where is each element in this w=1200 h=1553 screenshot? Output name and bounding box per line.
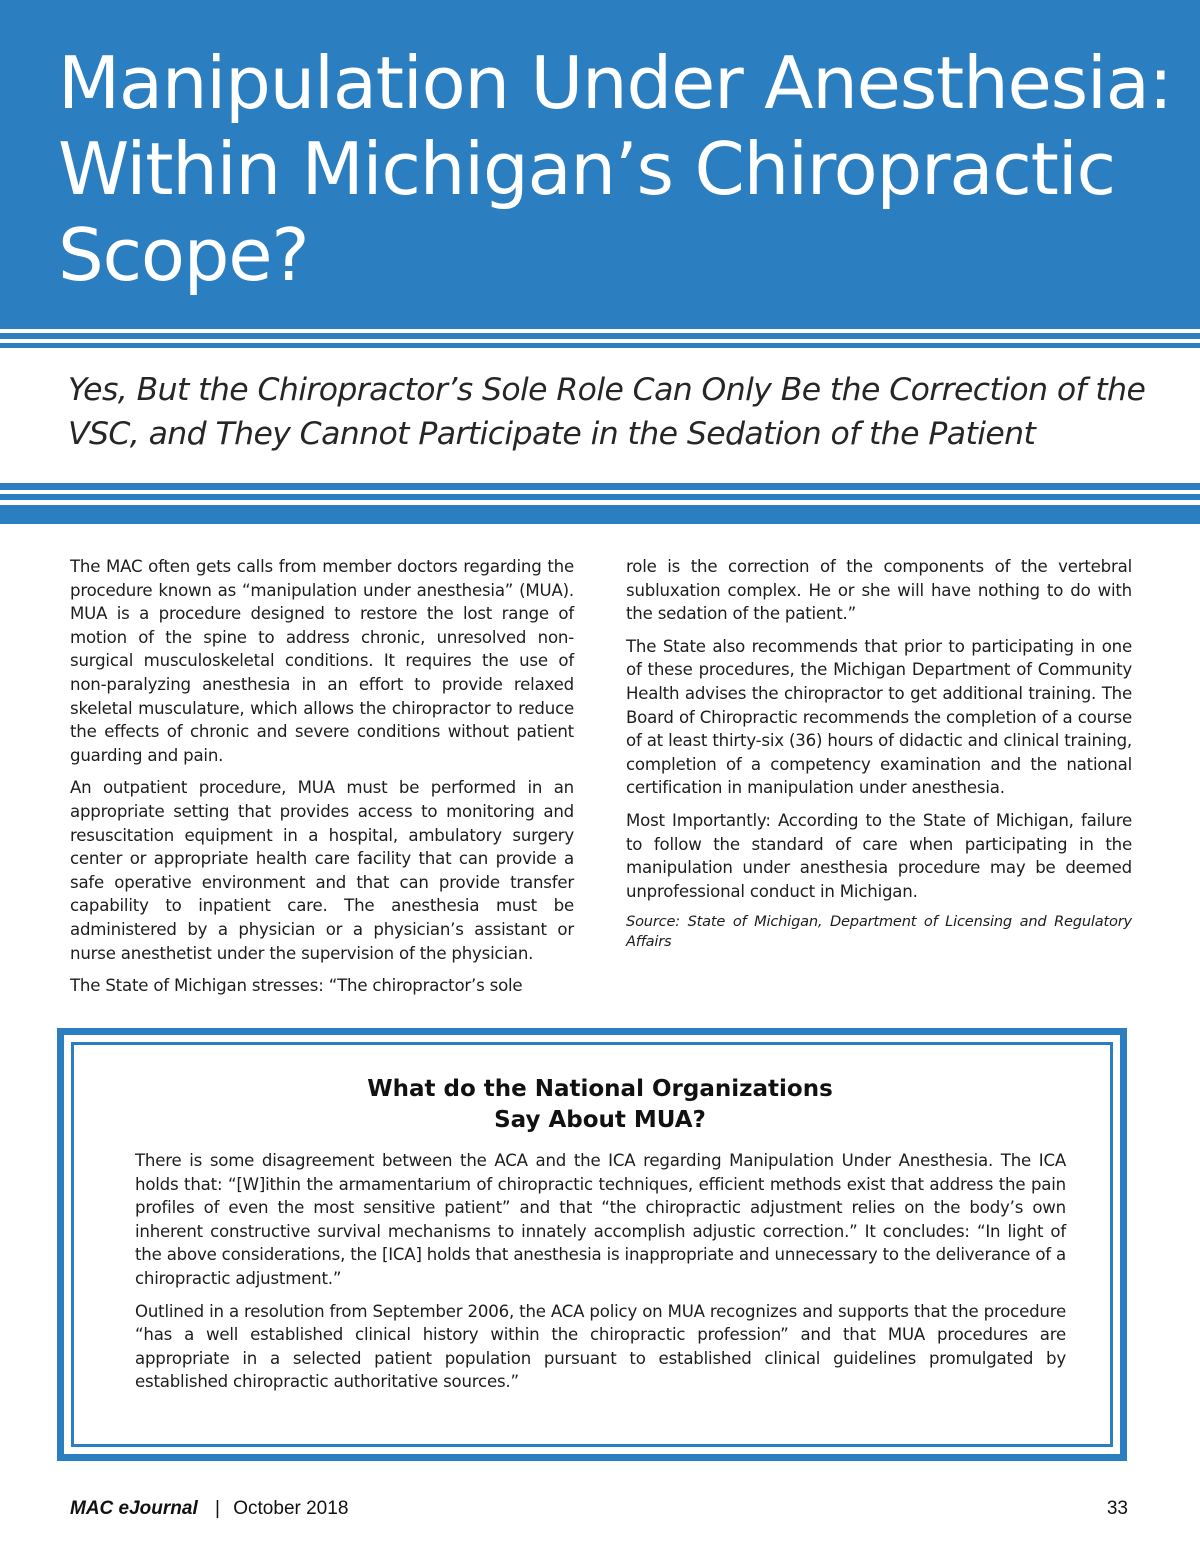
article-subtitle: Yes, But the Chiropractor’s Sole Role Can Only Be the Correction of the VSC, and They Cannot Participate in the Sedation of the Patient	[68, 372, 1146, 452]
paragraph: Most Importantly: According to the State of Michigan, failure to follow the standard of care when participating in the manipulation under anesthesia procedure may be deemed unprofessional conduct in Michigan.	[626, 810, 1132, 901]
publication-name: MAC eJournal	[70, 1498, 198, 1519]
article-title: Manipulation Under Anesthesia: Within Michigan’s Chiropractic Scope?	[58, 41, 1172, 297]
source-citation: Source: State of Michigan, Department of Licensing and Regulatory Affairs	[626, 913, 1132, 951]
paragraph: The State of Michigan stresses: “The chiropractor’s sole	[70, 976, 523, 996]
page-footer	[70, 1496, 1130, 1522]
paragraph: There is some disagreement between the ACA and the ICA regarding Manipulation Under Anesthesia. The ICA holds that: “[W]ithin the armamentarium of chiropractic techniques, efficient methods exist that address the pain profiles of even the most sensitive patient” and that “the chiropractic adjustment relies on the body’s own inherent constructive survival mechanisms to innately accomplish adjustic correction.” It concludes: “In light of the above considerations, the [ICA] holds that anesthesia is inappropriate and unnecessary to the deliverance of a chiropractic adjustment.”	[135, 1151, 1066, 1288]
page-number: 33	[1106, 1498, 1128, 1519]
paragraph: The State also recommends that prior to participating in one of these procedures, the Michigan Department of Community Health advises the chiropractor to get additional training. The Board of Chiropractic recommends the completion of a course of at least thirty-six (36) hours of didactic and clinical training, completion of a competency examination and the national certification in manipulation under anesthesia.	[626, 636, 1132, 798]
sidebar-box-heading	[160, 1074, 1040, 1136]
issue-date: October 2018	[233, 1498, 349, 1519]
bottom-rule-2	[0, 494, 1200, 500]
paragraph: role is the correction of the components of the vertebral subluxation complex. He or she will have nothing to do with the sedation of the patient.”	[626, 557, 1132, 624]
paragraph: The MAC often gets calls from member doctors regarding the procedure known as “manipulation under anesthesia” (MUA). MUA is a procedure designed to restore the lost range of motion of the spine to address chronic, unresolved non-surgical musculoskeletal conditions. It requires the use of non-paralyzing anesthesia in an effort to provide relaxed skeletal musculature, which allows the chiropractor to reduce the effects of chronic and severe conditions without patient guarding and pain.	[70, 557, 574, 765]
article-column-left	[70, 555, 574, 1007]
sidebar-box-body	[135, 1149, 1066, 1403]
paragraph: An outpatient procedure, MUA must be performed in an appropriate setting that provides access to monitoring and resuscitation equipment in a hospital, ambulatory surgery center or appropriate health care facility that can provide a safe operative environment and that can provide transfer capability to inpatient care. The anesthesia must be administered by a physician or a physician’s assistant or nurse anesthetist under the supervision of the physician.	[70, 778, 574, 963]
top-rule-2	[0, 343, 1200, 348]
paragraph: Outlined in a resolution from September 2006, the ACA policy on MUA recognizes and supports that the procedure “has a well established clinical history within the chiropractic profession” and that MUA procedures are appropriate in a selected patient population pursuant to established clinical guidelines promulgated by established chiropractic authoritative sources.”	[135, 1301, 1066, 1392]
sidebar-heading-line: Say About MUA?	[494, 1107, 706, 1133]
top-rule-1	[0, 333, 1200, 339]
bottom-rule-3	[0, 505, 1200, 524]
sidebar-heading-line: What do the National Organizations	[367, 1076, 833, 1102]
article-column-right	[626, 555, 1132, 961]
footer-separator: |	[215, 1498, 220, 1519]
bottom-rule-1	[0, 483, 1200, 490]
